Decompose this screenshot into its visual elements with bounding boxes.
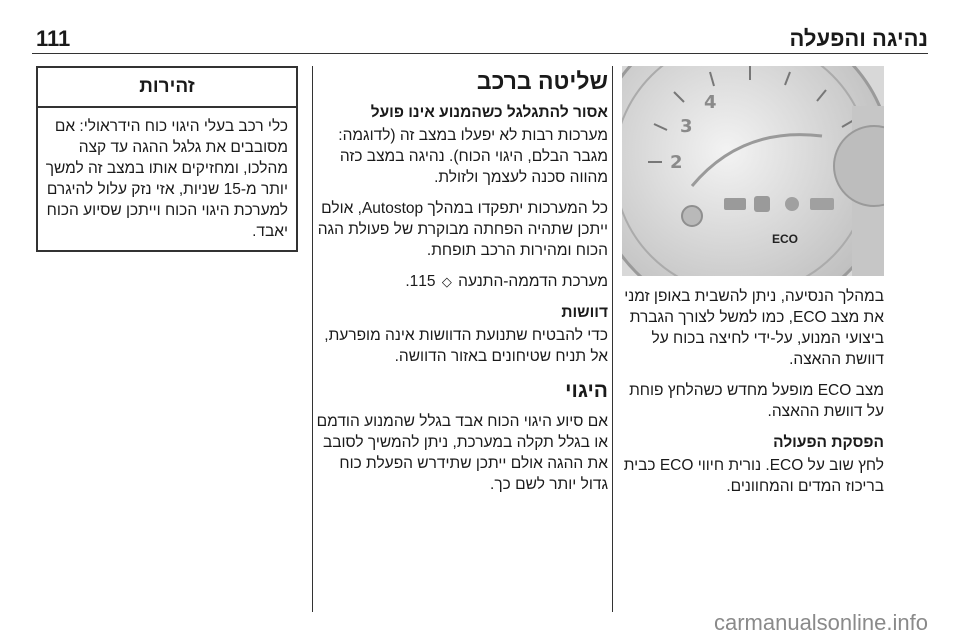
middle-column xyxy=(316,66,608,505)
left-column xyxy=(36,66,298,252)
page-reference-icon: ◇ xyxy=(441,274,452,289)
caution-title: זהירות xyxy=(38,68,296,108)
paragraph: מערכות רבות לא יפעלו במצב זה (לדוגמה: מגבר הבלם, היגוי הכוח). נהיגה במצב כזה מהווה סכנה לעצמך ולזולת. xyxy=(338,127,608,186)
svg-text:3: 3 xyxy=(680,116,693,137)
svg-text:4: 4 xyxy=(704,92,717,113)
paragraph: כדי להבטיח שתנועת הדוושות אינה מופרעת, אל תניח שטיחונים באזור הדוושה. xyxy=(324,327,608,365)
reference-page[interactable]: 115 xyxy=(409,273,436,290)
watermark: carmanualsonline.info xyxy=(713,610,928,635)
caution-text: כלי רכב בעלי היגוי כוח הידראולי: אם מסובבים את גלגל ההגה עד קצה מהלכו, ומחזיקים אותו במצב זה למשך יותר מ-15 שניות, אזי נזק עלול להיגרם למערכת היגוי הכוח וייתכן שסיוע הכוח יאבד. xyxy=(45,118,288,240)
paragraph: במהלך הנסיעה, ניתן להשבית באופן זמני את מצב ECO, כמו למשל לצורך הגברת ביצועי המנוע, על-ידי לחיצה בכוח על דוושת ההאצה. xyxy=(624,288,884,368)
section-title: שליטה ברכב xyxy=(476,68,608,94)
subheading: הפסקת הפעולה xyxy=(773,434,884,451)
page-header xyxy=(32,26,928,52)
caution-box xyxy=(36,66,298,252)
cross-reference: מערכת הדממה-התנעה ◇ 115. xyxy=(405,273,608,290)
paragraph: אם סיוע היגוי הכוח אבד בגלל שהמנוע הודמם או בגלל תקלה במערכת, ניתן להמשיך לסובב את ההגה אולם ייתכן שתידרש הפעלת כוח גדול יותר לשם כך. xyxy=(316,413,608,493)
subheading: דוושות xyxy=(561,304,608,321)
speedometer-dial-graphic xyxy=(622,66,884,276)
paragraph: כל המערכות יתפקדו במהלך Autostop, אולם ייתכן שתהיה הפחתה מבוקרת של פעולת הגה הכוח ומהירות הרכב תופחת. xyxy=(317,200,608,259)
instrument-cluster-figure xyxy=(622,66,884,276)
right-column xyxy=(622,66,884,507)
page-number: 111 xyxy=(36,26,71,51)
paragraph: מצב ECO מופעל מחדש כשהלחץ פוחת על דוושת ההאצה. xyxy=(629,382,884,420)
svg-text:2: 2 xyxy=(670,152,683,173)
column-divider xyxy=(312,66,313,612)
paragraph: לחץ שוב על ECO. נורית חיווי ECO כבית בריכוז המדים והמחוונים. xyxy=(623,457,884,495)
column-divider xyxy=(612,66,613,612)
reference-text: מערכת הדממה-התנעה xyxy=(458,273,608,290)
eco-indicator-label: ECO xyxy=(772,232,799,246)
page-title: נהיגה והפעלה xyxy=(789,26,928,51)
section-title: היגוי xyxy=(565,379,608,402)
header-divider xyxy=(32,53,928,54)
subheading: אסור להתגלגל כשהמנוע אינו פועל xyxy=(370,104,608,121)
